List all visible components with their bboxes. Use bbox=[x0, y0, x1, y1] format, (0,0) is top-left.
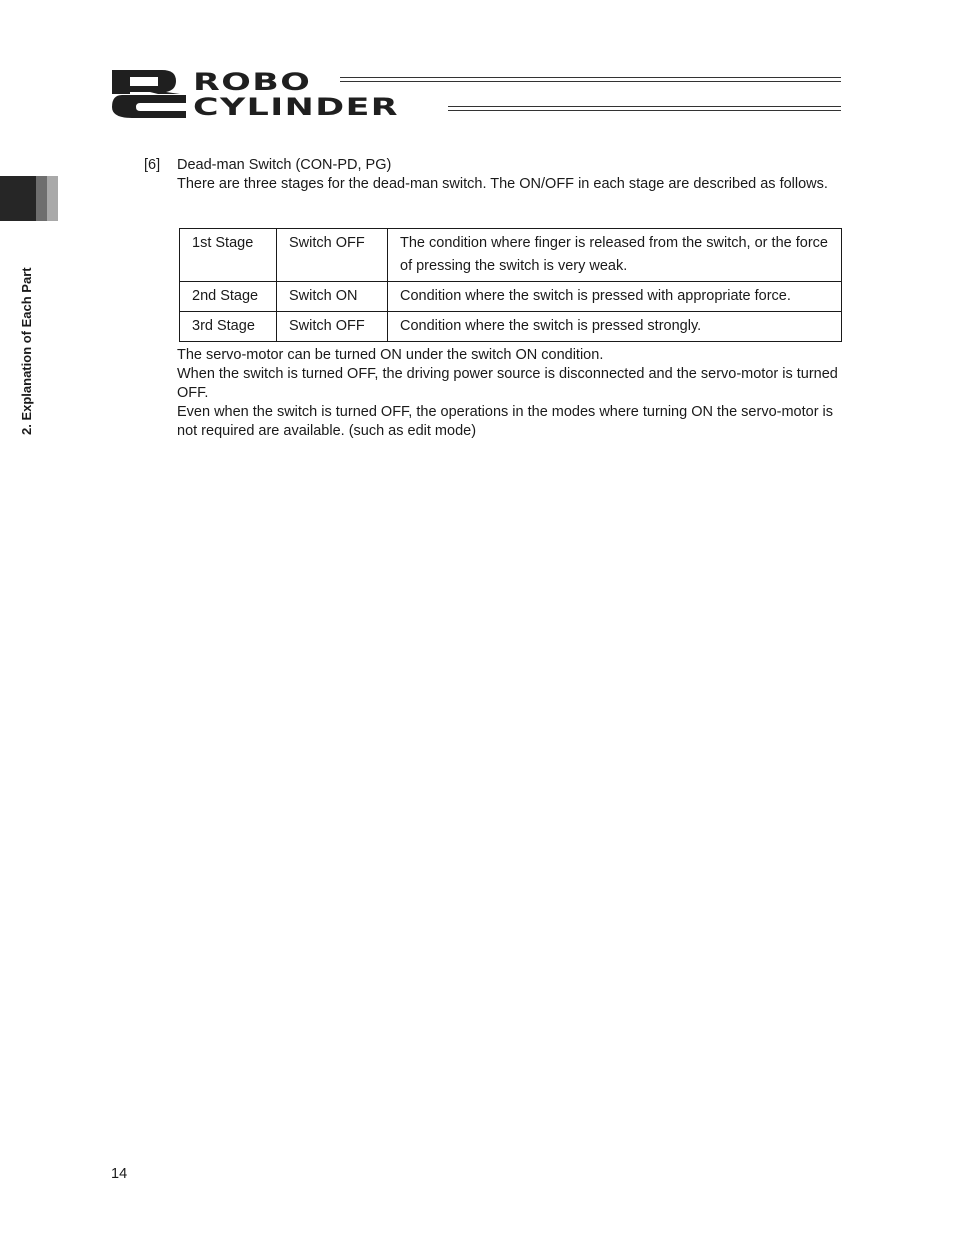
description-cell: Condition where the switch is pressed with appropriate force. bbox=[388, 282, 842, 312]
rc-logo-icon bbox=[110, 68, 188, 120]
header-rule-bottom bbox=[448, 106, 841, 111]
note-paragraph: The servo-motor can be turned ON under the switch ON condition. bbox=[177, 347, 604, 363]
description-cell: The condition where finger is released from the switch, or the force of pressing the switch is very weak. bbox=[388, 229, 842, 282]
stage-cell: 1st Stage bbox=[180, 229, 277, 282]
table-row bbox=[180, 282, 842, 312]
page-number: 14 bbox=[111, 1166, 128, 1182]
notes-block bbox=[177, 346, 845, 441]
table-row bbox=[180, 312, 842, 342]
header-rule-top bbox=[340, 77, 841, 82]
chapter-side-label: 2. Explanation of Each Part bbox=[19, 267, 34, 435]
stage-cell: 3rd Stage bbox=[180, 312, 277, 342]
note-paragraph: Even when the switch is turned OFF, the operations in the modes where turning ON the servo-motor is not required are available. (such as edit mode) bbox=[177, 404, 834, 439]
description-cell: Condition where the switch is pressed strongly. bbox=[388, 312, 842, 342]
table-row bbox=[180, 229, 842, 282]
section-intro: There are three stages for the dead-man switch. The ON/OFF in each stage are described as follows. bbox=[177, 176, 828, 192]
stage-cell: 2nd Stage bbox=[180, 282, 277, 312]
logo-wordmark-robo: ROBO bbox=[193, 68, 312, 96]
section-number: [6] bbox=[144, 157, 161, 173]
note-paragraph: When the switch is turned OFF, the driving power source is disconnected and the servo-motor is turned OFF. bbox=[177, 366, 838, 401]
switch-cell: Switch OFF bbox=[277, 312, 388, 342]
chapter-tab-marker bbox=[0, 176, 58, 221]
logo-wordmark-cylinder: CYLINDER bbox=[193, 93, 400, 121]
section-title: Dead-man Switch (CON-PD, PG) bbox=[177, 157, 392, 173]
switch-cell: Switch ON bbox=[277, 282, 388, 312]
stages-table bbox=[179, 228, 842, 342]
switch-cell: Switch OFF bbox=[277, 229, 388, 282]
